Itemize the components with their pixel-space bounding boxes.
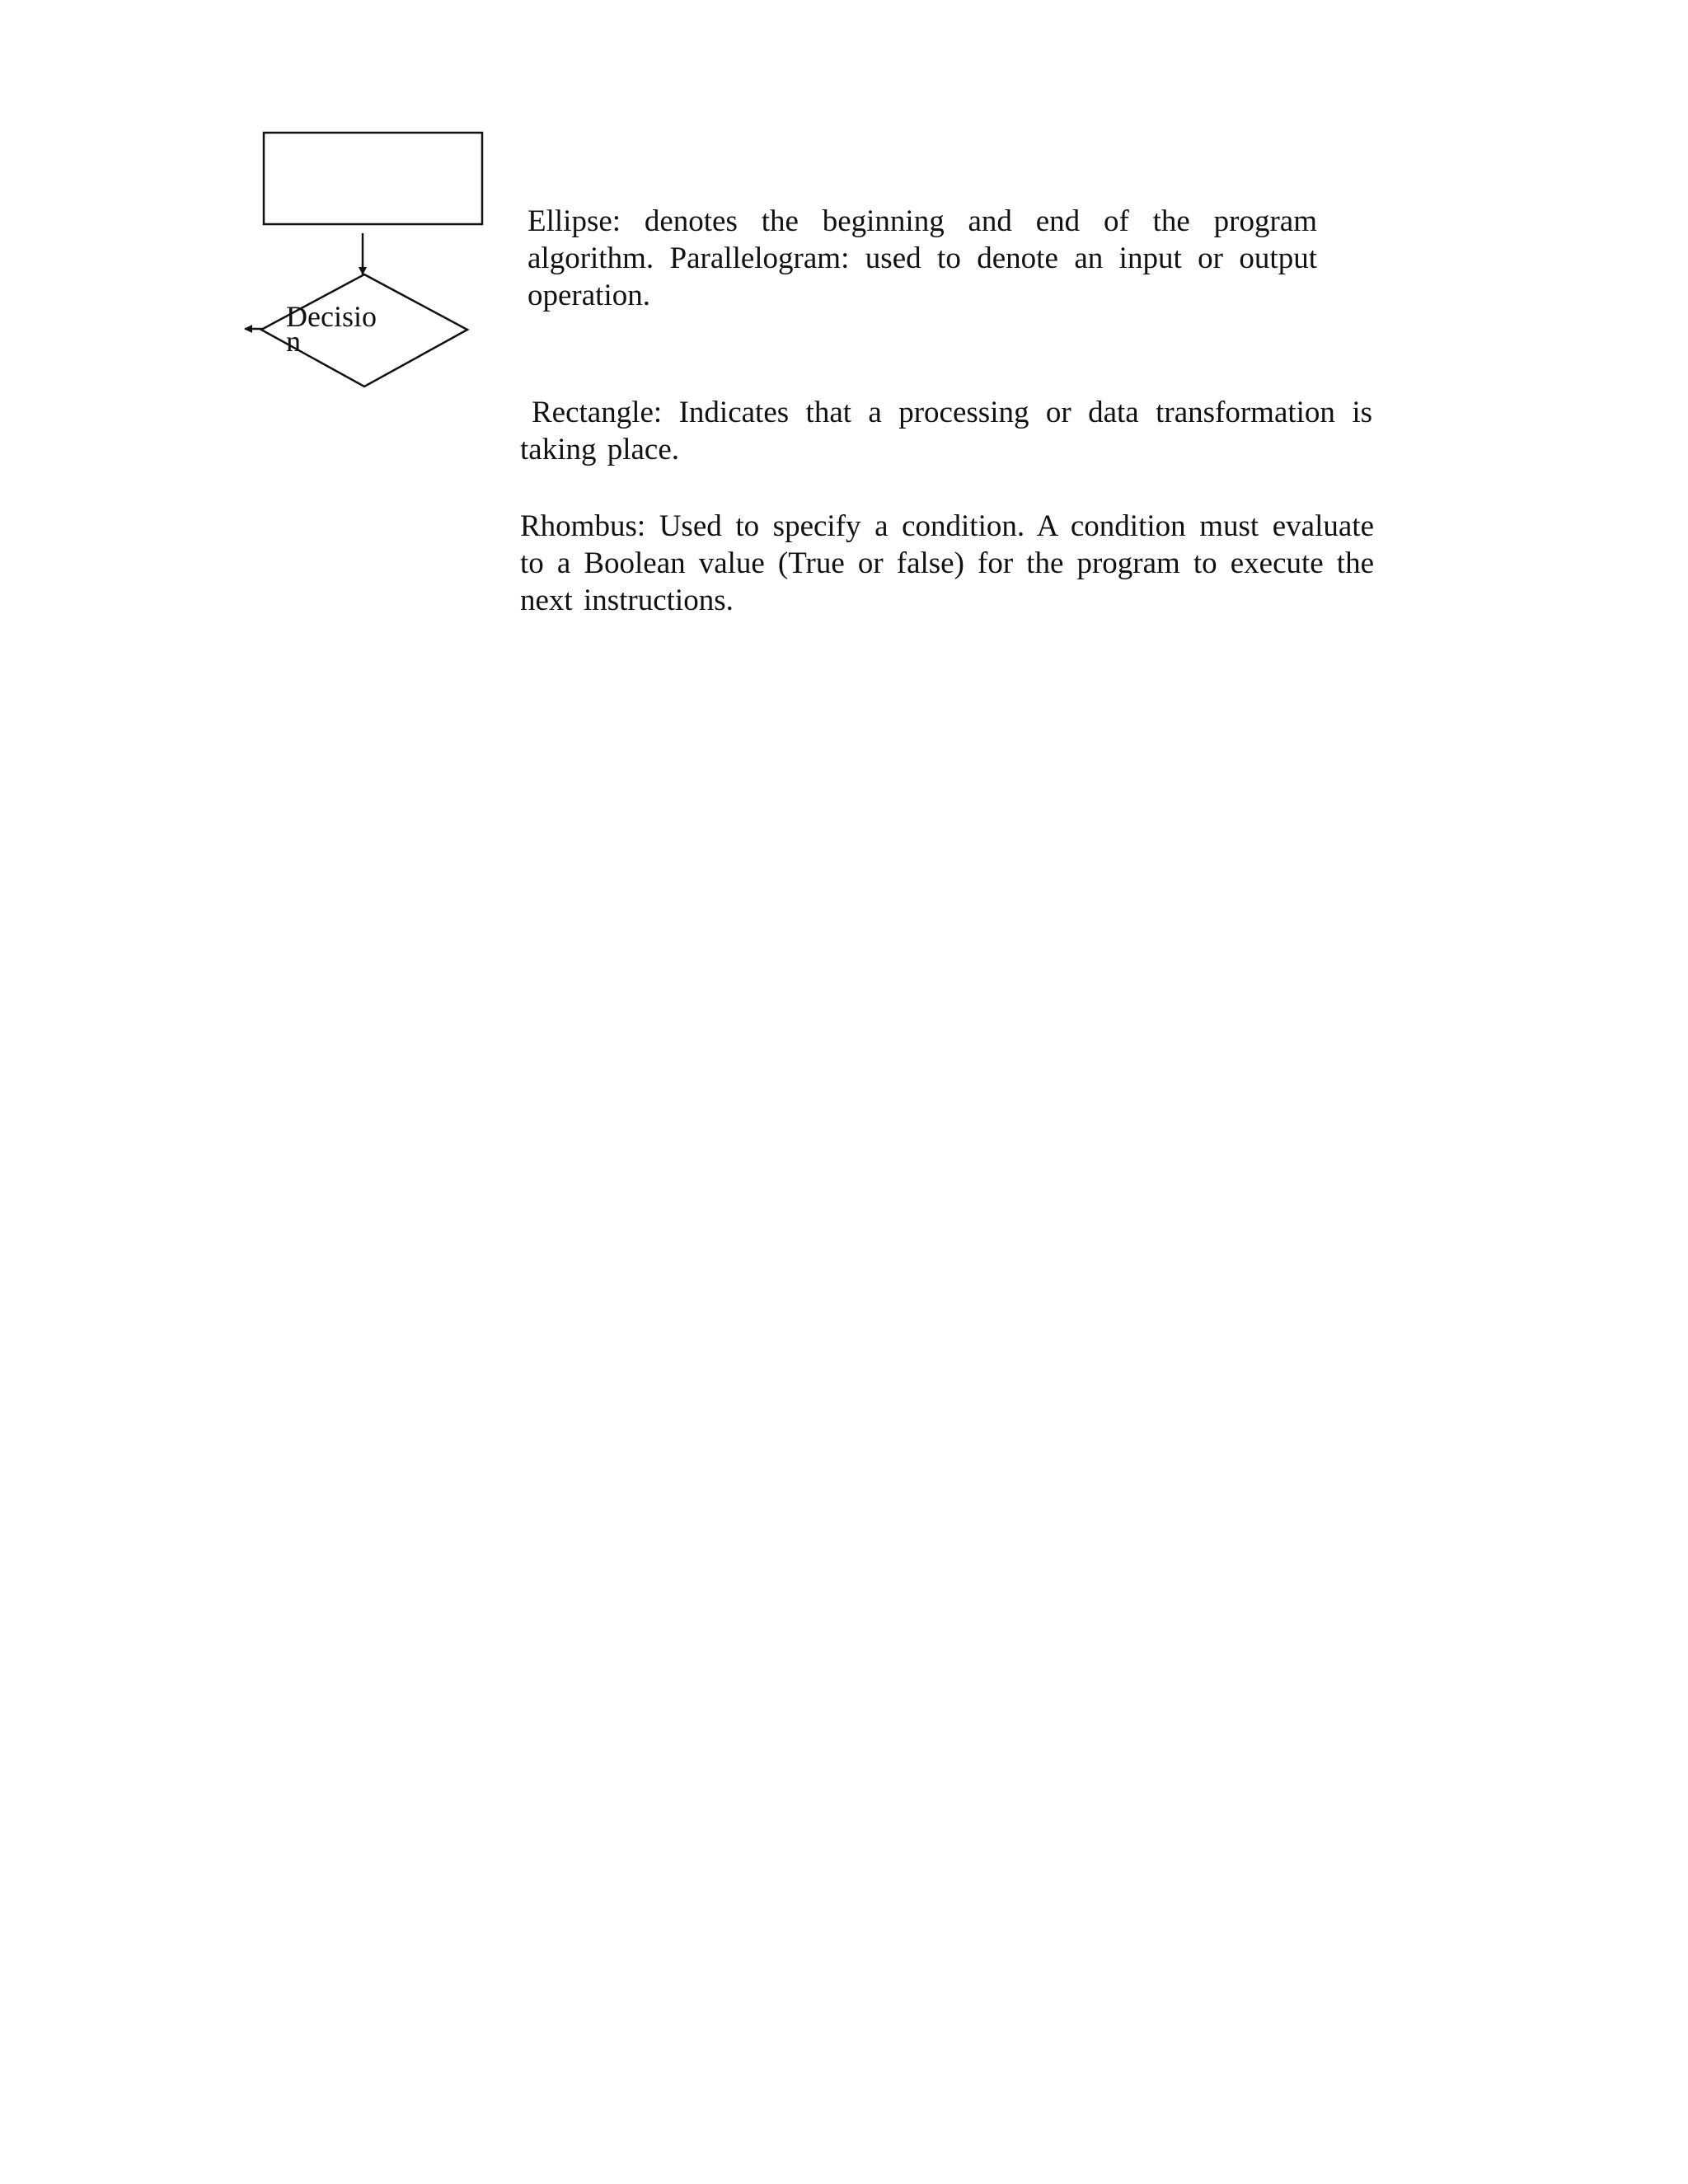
rhombus-description: Rhombus: Used to specify a condition. A condition must evaluate to a Boolean value (True or false) for the program to execute the next instructions. <box>520 509 1374 617</box>
flowchart-diagram <box>0 0 511 412</box>
rectangle-description: Rectangle: Indicates that a processing or data transformation is taking place. <box>520 396 1372 466</box>
decision-label-line-1: Decisio <box>286 300 377 333</box>
decision-label-line-2: n <box>286 325 301 358</box>
process-rectangle <box>264 133 482 224</box>
ellipse-description: Ellipse: denotes the beginning and end of the program algorithm. Parallelogram: used to denote an input or output operation. <box>528 204 1317 312</box>
